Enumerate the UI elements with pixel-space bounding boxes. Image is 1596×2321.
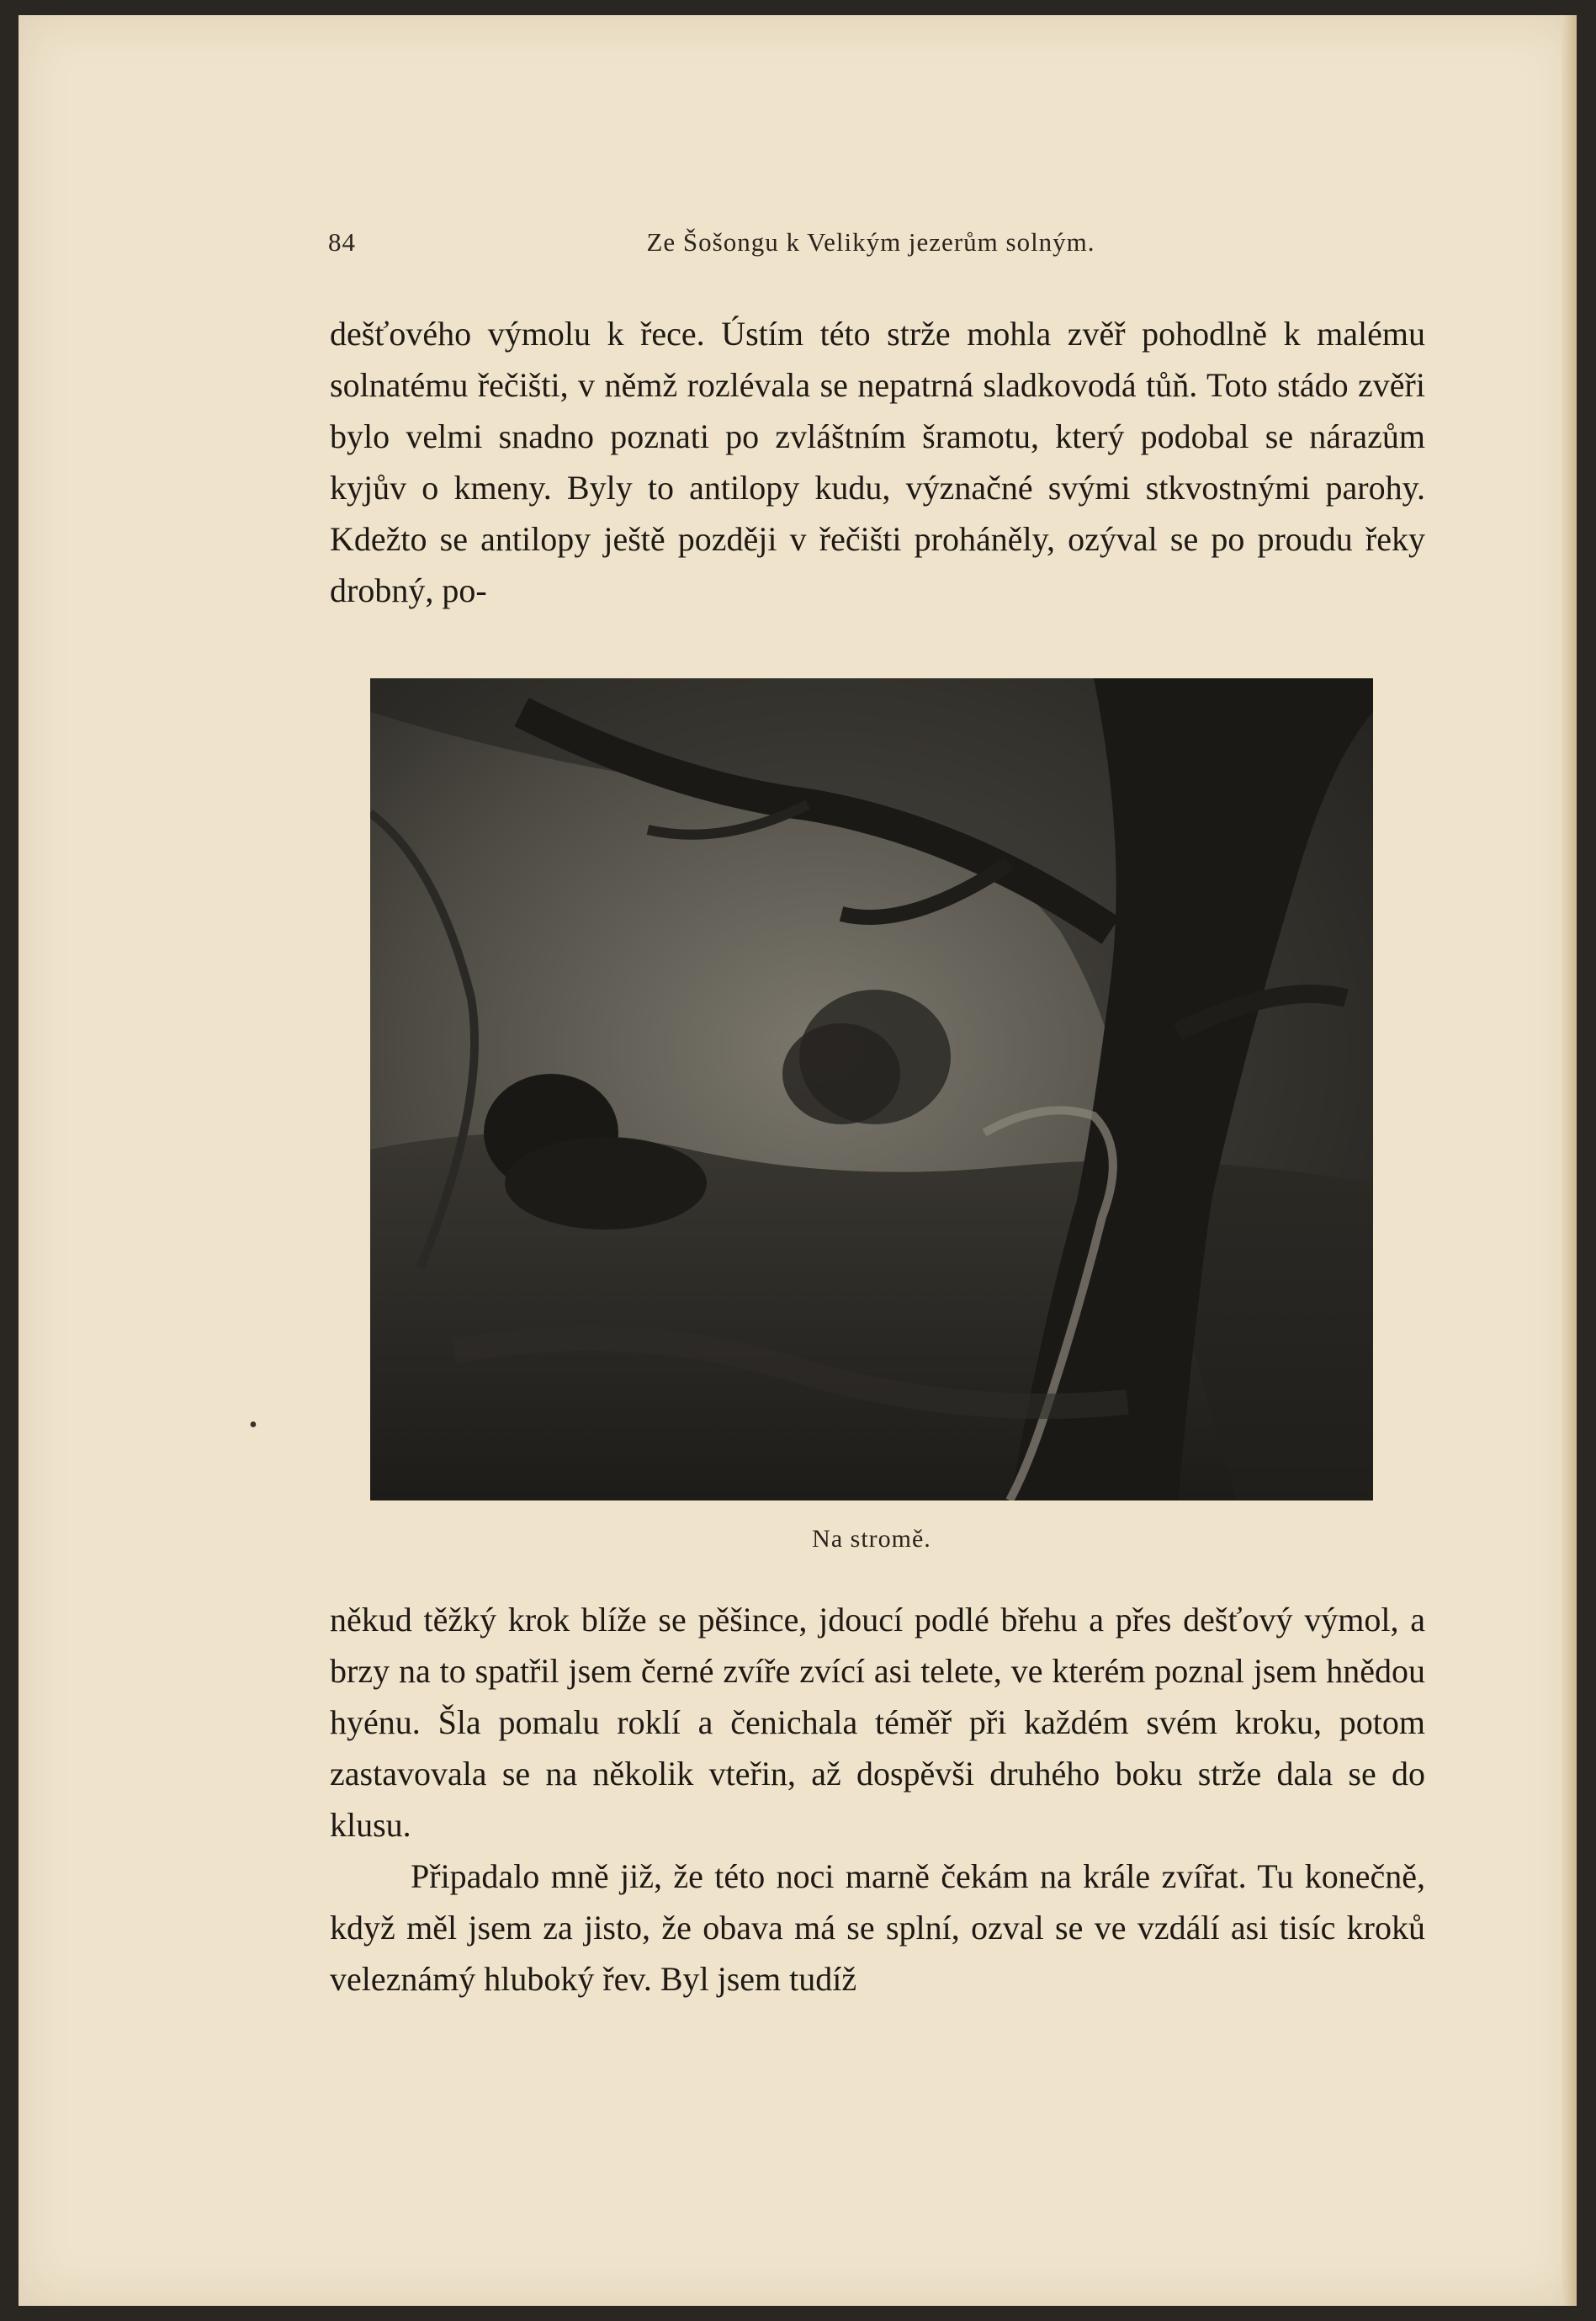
page-spine-edge (1562, 15, 1577, 2306)
paragraph: někud těžký krok blíže se pěšince, jdoucí podlé břehu a přes dešťový výmol, a brzy na to spatřil jsem černé zvíře zvící asi telete, ve kterém poznal jsem hnědou hyénu. Šla pomalu roklí a čenichala téměř při každém svém kroku, potom zastavovala se na několik vteřin, až dospěvši druhého boku strže dala se do klusu. (330, 1601, 1425, 1844)
figure-caption: Na stromě. (812, 1525, 931, 1553)
engraving-illustration (370, 678, 1373, 1500)
paragraph: Připadalo mně již, že této noci marně čekám na krále zvířat. Tu konečně, když měl jsem za jisto, že obava má se splní, ozval se ve vzdálí asi tisíc kroků veleznámý hluboký řev. Byl jsem tudíž (330, 1857, 1425, 1998)
margin-speck: • (249, 1412, 257, 1438)
running-head (311, 227, 1430, 264)
engraving-image (370, 678, 1373, 1500)
paragraph: dešťového výmolu k řece. Ústím této strže mohla zvěř pohodlně k malému solnatému řečišti, v němž rozlévala se nepatrná sladkovodá tůň. Toto stádo zvěři bylo velmi snadno poznati po zvláštním šramotu, který podobal se nárazům kyjův o kmeny. Byly to antilopy kudu, význačné svými stkvostnými parohy. Kdežto se antilopy ještě později v řečišti proháněly, ozýval se po proudu řeky drobný, po- (330, 315, 1425, 609)
text-block-top (330, 308, 1425, 616)
page-number: 84 (328, 227, 356, 257)
running-title: Ze Šošongu k Velikým jezerům solným. (646, 227, 1095, 257)
text-block-bottom (330, 1594, 1425, 2005)
